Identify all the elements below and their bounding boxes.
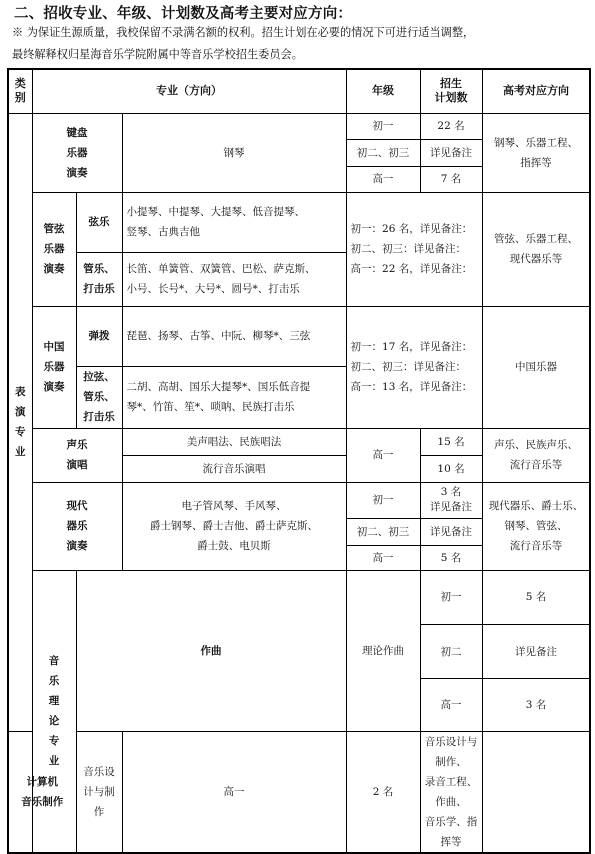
modern-plan-2: 详见备注	[420, 518, 482, 545]
composition-plan-2: 详见备注	[482, 624, 590, 678]
chinese-sub-plucked: 弹拨	[76, 306, 122, 366]
modern-plan-1: 3 名 详见备注	[420, 482, 482, 518]
vocal-content-1: 美声唱法、民族唱法	[122, 428, 346, 455]
enrollment-table	[7, 68, 591, 854]
header-major: 专业（方向）	[32, 69, 346, 113]
orchestral-direction: 管弦、乐器工程、 现代器乐等	[482, 192, 590, 306]
table-row	[8, 192, 590, 252]
computer-grade: 高一	[122, 731, 346, 853]
vocal-plan-2: 10 名	[420, 455, 482, 482]
header-category: 类 别	[8, 69, 32, 113]
orchestral-strings-content: 小提琴、中提琴、大提琴、低音提琴、 竖琴、古典吉他	[122, 192, 346, 252]
modern-plan-3: 5 名	[420, 545, 482, 570]
keyboard-grade-1: 初一	[346, 113, 420, 139]
keyboard-grade-3: 高一	[346, 166, 420, 192]
header-plan: 招生 计划数	[420, 69, 482, 113]
composition-grade-2: 初二	[420, 624, 482, 678]
table-row	[8, 306, 590, 366]
composition-plan-1: 5 名	[482, 570, 590, 624]
header-grade: 年级	[346, 69, 420, 113]
header-direction: 高考对应方向	[482, 69, 590, 113]
table-row	[8, 113, 590, 139]
keyboard-plan-1: 22 名	[420, 113, 482, 139]
orchestral-grade-plan: 初一：26 名，详见备注： 初二、初三：详见备注： 高一：22 名，详见备注：	[346, 192, 482, 306]
orchestral-sub-winds: 管乐、 打击乐	[76, 252, 122, 306]
chinese-sub-bowed: 拉弦、 管乐、 打击乐	[76, 366, 122, 428]
table-row	[8, 428, 590, 455]
keyboard-grade-2: 初二、初三	[346, 139, 420, 166]
computer-content: 音乐设计与制作	[76, 731, 122, 853]
chinese-bowed-content: 二胡、高胡、国乐大提琴*、国乐低音提 琴*、竹笛、笙*、唢呐、民族打击乐	[122, 366, 346, 428]
keyboard-direction: 钢琴、乐器工程、 指挥等	[482, 113, 590, 192]
vocal-direction: 声乐、民族声乐、 流行音乐等	[482, 428, 590, 482]
orchestral-winds-content: 长笛、单簧管、双簧管、巴松、萨克斯、 小号、长号*、大号*、圆号*、打击乐	[122, 252, 346, 306]
composition-plan-3: 3 名	[482, 679, 590, 731]
chinese-direction: 中国乐器	[482, 306, 590, 428]
section-heading: 二、招收专业、年级、计划数及高考主要对应方向：	[14, 6, 353, 22]
category-performance: 表 演 专 业	[8, 113, 32, 731]
header-row	[8, 69, 590, 113]
table-row	[8, 731, 590, 853]
vocal-grade: 高一	[346, 428, 420, 482]
major-keyboard: 键盘 乐器 演奏	[32, 113, 122, 192]
major-composition: 作曲	[76, 570, 346, 731]
composition-grade-1: 初一	[420, 570, 482, 624]
keyboard-plan-3: 7 名	[420, 166, 482, 192]
major-modern: 现代 器乐 演奏	[32, 482, 122, 570]
note-line-2: 最终解释权归星海音乐学院附属中等音乐学校招生委员会。	[12, 48, 303, 61]
note-line-1: ※ 为保证生源质量，我校保留不录满名额的权利。招生计划在必要的情况下可进行适当调整，	[12, 26, 475, 39]
modern-content: 电子管风琴、手风琴、 爵士钢琴、爵士吉他、爵士萨克斯、 爵士鼓、电贝斯	[122, 482, 346, 570]
keyboard-content: 钢琴	[122, 113, 346, 192]
chinese-plucked-content: 琵琶、扬琴、古筝、中阮、柳琴*、三弦	[122, 306, 346, 366]
orchestral-sub-strings: 弦乐	[76, 192, 122, 252]
modern-grade-1: 初一	[346, 482, 420, 518]
modern-direction: 现代器乐、爵士乐、 钢琴、管弦、 流行音乐等	[482, 482, 590, 570]
composition-content: 理论作曲	[346, 570, 420, 731]
table-row	[8, 570, 590, 624]
major-vocal: 声乐 演唱	[32, 428, 122, 482]
computer-direction: 音乐设计与制作、 录音工程、作曲、 音乐学、指挥等	[420, 731, 482, 853]
modern-grade-3: 高一	[346, 545, 420, 570]
major-orchestral: 管弦 乐器 演奏	[32, 192, 76, 306]
major-chinese: 中国 乐器 演奏	[32, 306, 76, 428]
computer-plan: 2 名	[346, 731, 420, 853]
category-theory: 音 乐 理 论 专 业	[32, 570, 76, 853]
modern-grade-2: 初二、初三	[346, 518, 420, 545]
major-computer-music: 计算机 音乐制作	[8, 731, 76, 853]
chinese-grade-plan: 初一：17 名，详见备注： 初二、初三：详见备注： 高一：13 名，详见备注：	[346, 306, 482, 428]
keyboard-plan-2: 详见备注	[420, 139, 482, 166]
composition-grade-3: 高一	[420, 679, 482, 731]
table-row	[8, 482, 590, 518]
vocal-plan-1: 15 名	[420, 428, 482, 455]
vocal-content-2: 流行音乐演唱	[122, 455, 346, 482]
